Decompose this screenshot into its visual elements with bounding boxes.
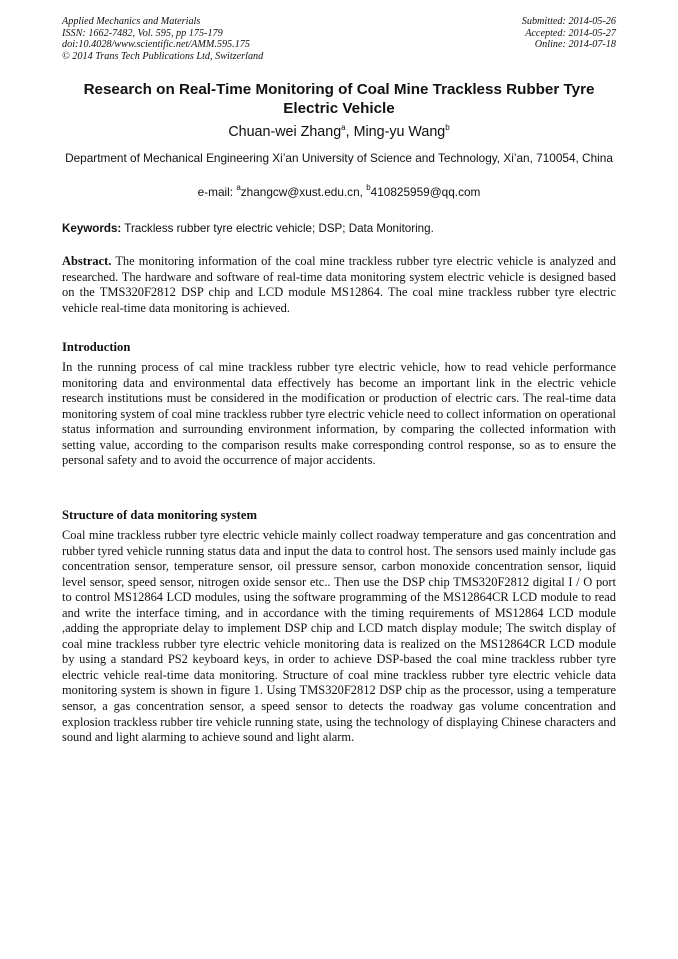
email-mark: a [236,183,241,192]
email-prefix: e-mail: [197,185,237,199]
section-heading: Introduction [62,340,131,354]
section-heading: Structure of data monitoring system [62,508,257,522]
journal-name: Applied Mechanics and Materials [62,16,201,27]
author-affiliation-mark: a [341,123,346,132]
section-paragraph: In the running process of cal mine trackless rubber tyre electric vehicle, how to read vehicle performance monitoring data and environmental data effectively has become an important link in the electric vehicle research institutions must be considered in the modification or production of electric cars. The real-time data monitoring system of coal mine trackless rubber tyre electric vehicle need to collect information on operational status information and surrounding environment information, by comparing the collected information with setting value, according to the comparison results make corresponding control response, so as to ensure the personal safety and to avoid the occurrence of major accidents. [62,360,616,468]
journal-header [62,16,616,66]
author-name: Ming-yu Wang [353,124,446,140]
email-link[interactable]: zhangcw@xust.edu.cn, [240,185,367,199]
abstract-text: The monitoring information of the coal mine trackless rubber tyre electric vehicle is analyzed and researched. The hardware and software of real-time data monitoring system electric vehicle is designed based on the TMS320F2812 DSP chip and LCD module MS12864. The coal mine trackless rubber tyre electric vehicle real-time data monitoring is achieved. [62,254,616,315]
date-submitted: Submitted: 2014-05-26 [521,16,616,27]
email-link[interactable]: 410825959@qq.com [370,185,481,199]
journal-doi: doi:10.4028/www.scientific.net/AMM.595.175 [62,39,250,51]
keywords [62,221,616,236]
author-separator: , [345,124,354,140]
publication-dates [522,16,616,51]
abstract-label: Abstract. [62,254,112,268]
keywords-text: Trackless rubber tyre electric vehicle; DSP; Data Monitoring. [121,222,434,235]
author-affiliation-mark: b [445,123,450,132]
email-mark: b [366,183,371,192]
keywords-label: Keywords: [62,222,122,235]
journal-copyright: © 2014 Trans Tech Publications Ltd, Switzerland [62,50,264,62]
date-online: Online: 2014-07-18 [534,39,616,51]
author-list [62,123,616,141]
affiliation: Department of Mechanical Engineering Xi’an University of Science and Technology, Xi’an, 710054, China [65,151,613,165]
date-accepted: Accepted: 2014-05-27 [525,27,616,39]
journal-issn: ISSN: 1662-7482, Vol. 595, pp 175-179 [62,27,223,39]
journal-info [62,16,263,62]
author-name: Chuan-wei Zhang [228,124,342,140]
paper-title: Research on Real-Time Monitoring of Coal Mine Trackless Rubber Tyre Electric Vehicle [83,81,595,117]
abstract [62,254,616,316]
section-paragraph: Coal mine trackless rubber tyre electric vehicle mainly collect roadway temperature and gas concentration and rubber tyred vehicle running status data and input the data to control host. The sensors used mainly include gas concentration sensor, temperature sensor, oil pressure sensor, carbon monoxide concentration sensor, liquid level sensor, speed sensor, nitrogen oxide sensor etc.. Then use the DSP chip TMS320F2812 digital I / O port to control MS12864 LCD modules, using the software programming of the MS12864CR LCD module to read and write the interface timing, and in accordance with the timing requirements of MS12864 LCD module ,adding the appropriate delay to implement DSP chip and LCD match display module; The switch display of coal mine trackless rubber tyre electric vehicle monitoring data is realized on the MS12864CR LCD module by using a standard PS2 keyboard keys, in order to achieve DSP-based the coal mine trackless rubber tyre electric vehicle real-time data monitoring. Structure of coal mine trackless rubber tyre electric vehicle data monitoring system is shown in figure 1. Using TMS320F2812 DSP chip as the processor, using a temperature sensor, a gas concentration sensor, a speed sensor to detects the roadway gas volume concentration and explosion trackless rubber tire vehicle running state, using the technology of displaying Chinese characters and sound and light alarming to achieve sound and light alarm. [62,528,616,745]
author-emails [62,185,616,200]
